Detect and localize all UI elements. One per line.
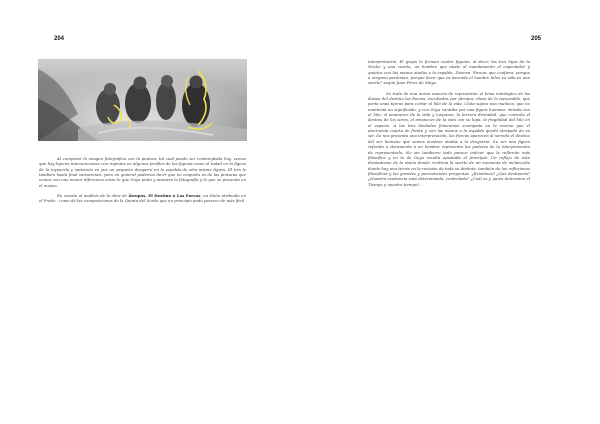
right-text-column xyxy=(368,59,530,187)
left-paragraph-2-end: , un título atribuido en el Prado - como de las composiciones de la Quinta del Sordo que en principio pudo parecer de más fácil xyxy=(39,193,246,204)
right-paragraph-1: interpretación. El grupo lo forman cuatro figuras, al decir, las tres hijas de la Noche y una cuarta, un hombre que atado al mandamento el espectador y quietos con las manos atadas a la espalda. Diversa "Parcas que confiera, porque a ninguno perdonan, porque decir que es ascendo el hombre hilos su vida es una suerte" según Juan Pérez de Moya. xyxy=(368,59,530,86)
left-text-column xyxy=(39,156,246,204)
right-paragraph-2: Se trata de una nueva manera de representar el tema mitológico de las diosas del destino las Parcas, escoltados por Átropos, diosa de lo inexorable, que porta unas tijeras para cortar el hilo de la vida. Cloto sujeta una muñeca, que no mantenía un significado, y con Goya cantaba por una figura humana: mirada con el hilo, el amanecer de la vida y Láquesis, la tercera divinidad, que controla el destino de los seres, el amanecer de la vida con su lupa, la fragilidad del hilo en el espacio. A las tres deidades femeninas acompaña en la escena que el atormenta cuarta de frente y con las manos a la espalda quedó atrapado de su ser. Se nos presenta una interpretación, las Parcas aparecen al servido el destino del ser humano que vemos mostrar atadas a la desgracia. Su ser una figura referida a claramente a un hombre representa los poderes de la interpretación de representarlo. No sin tambarro todo parece indicar que la reflexión más filosófica y en la de Goya resulta apostada al principio. Un reflejo de este dramatismo de la visión donde recibiría la suerte de un momento de melancolía donde hay una teoría en la revisión de toda su distinta, también de las reflexiones filosóficas y las grandes y permanentes preguntas. ¿Existimos? ¿Qué destinaría? ¿Nuestra existencia está determinada, controlada? ¿Cuál es y quién determina el Tiempo y nuestro tiempo?... xyxy=(368,90,530,187)
left-paragraph-2-start: En cuanto al análisis de la obra de xyxy=(57,193,129,199)
engraving-image xyxy=(38,59,247,141)
left-paragraph-1: Al comparar la imagen fotográfica con la pintura, tal cual puede ser contemplada hoy, vemos que hay ligeras intervenciones con repintes en algunos perfiles de las figuras como el todad en la figura de la izquierda y variación en por un pequeño desgarro en la espalda de otra misma figura. El tiro le también hasta final variaciones, pero en general podemos decir que no conjunto es de las pinturas que vemos con una menor diferencia entre lo que Goya pintó y muestra la fotografía y lo que se presenta en el museo. xyxy=(39,156,246,188)
left-paragraph-2 xyxy=(39,193,246,204)
right-page-number: 205 xyxy=(531,36,542,42)
left-page-number: 204 xyxy=(54,36,65,42)
work-title: Átropos, El Destino o Las Parcas xyxy=(128,193,201,199)
